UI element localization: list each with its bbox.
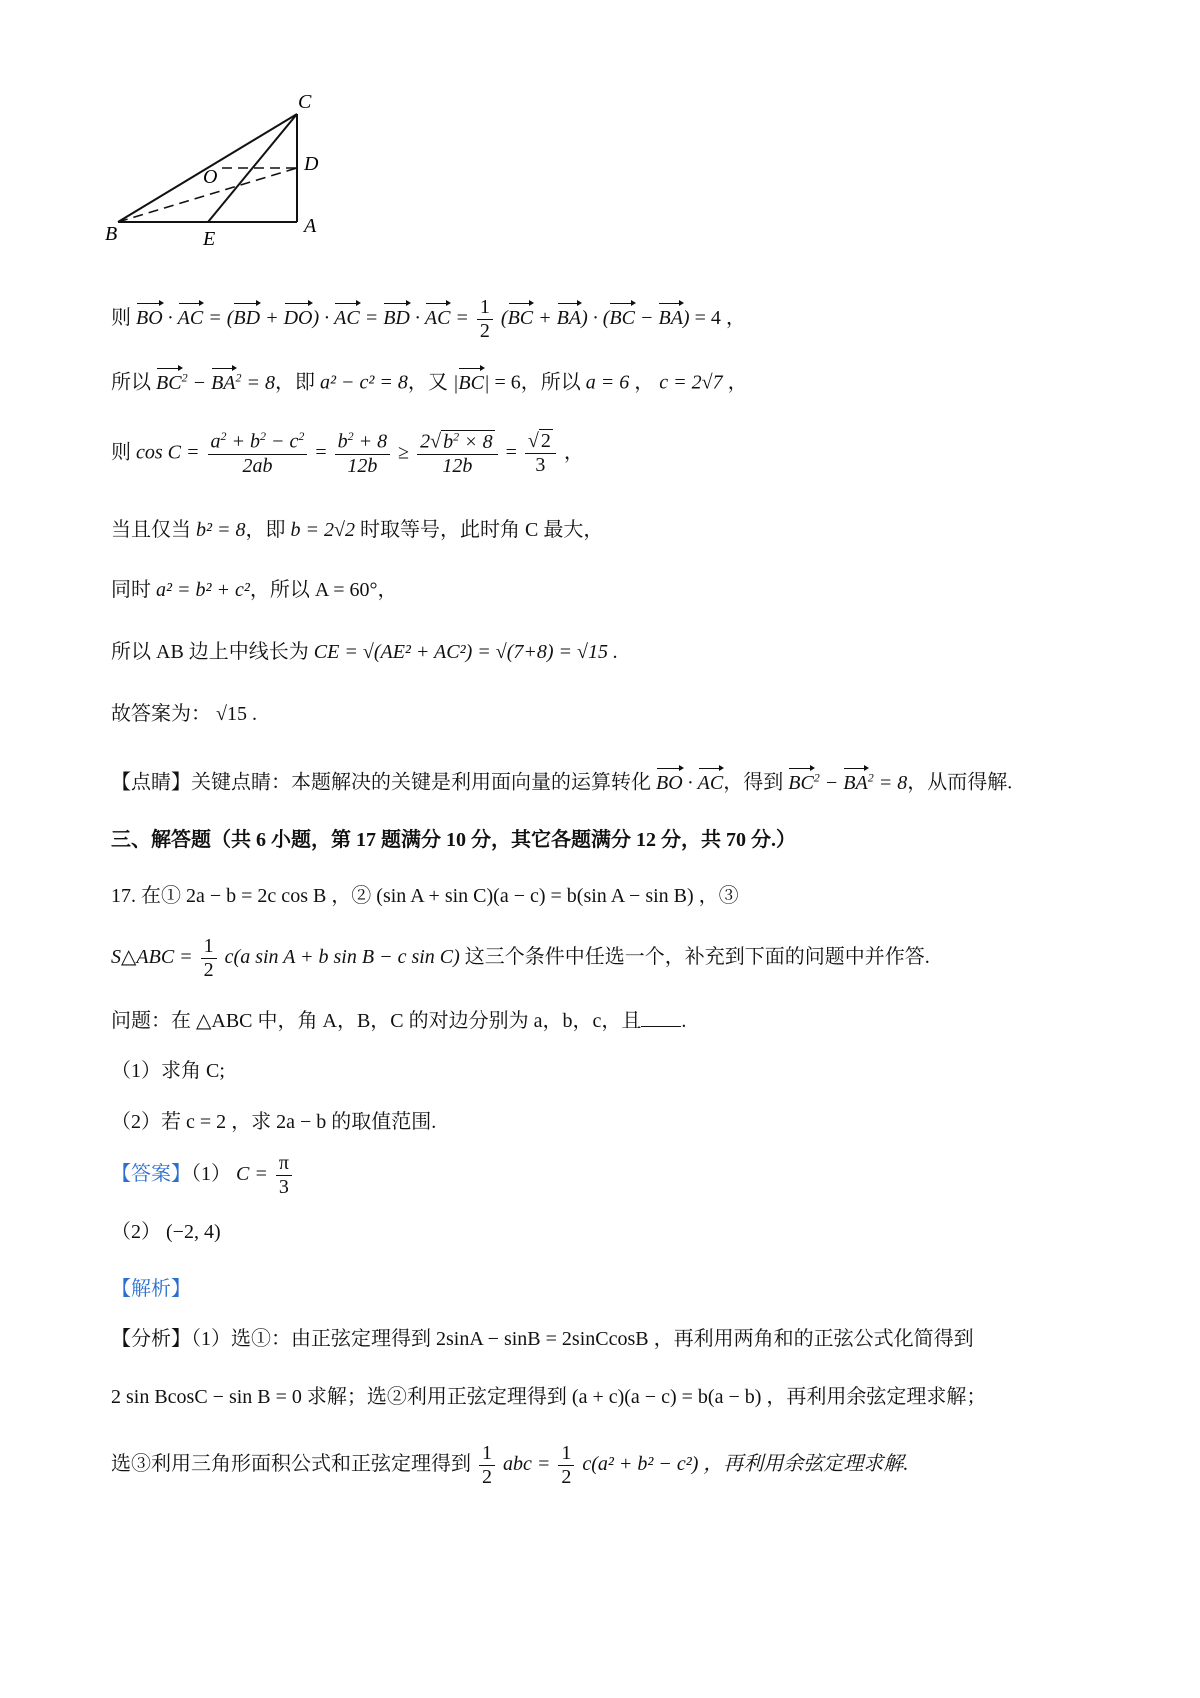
text-l5-rest: ，所以 A = 60°，: [249, 579, 398, 601]
label-d: D: [304, 153, 319, 175]
label-o: O: [203, 166, 218, 188]
label-a: A: [304, 215, 317, 237]
text-you: ，又: [407, 371, 448, 394]
text-eq-6: = 6: [494, 371, 521, 394]
dianjing-mid: ，得到: [723, 771, 784, 794]
text-ji: ，即: [275, 371, 315, 394]
solution-line-2: 所以 $BC^2 - BA^2 = 8$，即 a² − c² = 8，又 |BC| = 6，所以 a = 6 ， c = 2√7 ，: [111, 370, 748, 394]
dianjing-tag: 【点睛】: [111, 771, 191, 794]
fenxi-line-3: 选③利用三角形面积公式和正弦定理得到 $\frac{1}{2}$ abc = $\frac{1}{2}$ c(a² + b² − c²) ，再利用余弦定理求解.: [111, 1442, 909, 1488]
triangle-figure: [100, 90, 360, 260]
answer-tag: 【答案】: [111, 1163, 191, 1186]
fenxi-text-1: （1）选①：由正弦定理得到 2sinA − sinB = 2sinCcosB ，再利用两角和的正弦公式化简得到: [191, 1328, 974, 1350]
text-tongshi: 同时: [111, 579, 151, 601]
dianjing-line: 【点睛】关键点睛：本题解决的关键是利用面向量的运算转化 BO · AC，得到 $BC^2 - BA^2 = 8$，从而得解.: [111, 770, 1013, 794]
segment-ce: [208, 114, 297, 222]
q17-problem-end: .: [681, 1010, 687, 1032]
eq-a: a = 6: [585, 371, 630, 394]
text-answer-is: 故答案为：: [111, 703, 211, 725]
fenxi-tag: 【分析】: [111, 1328, 191, 1350]
q17-condition-3: c(a sin A + b sin B − c sin C): [224, 946, 460, 969]
solution-line-6: [111, 640, 618, 664]
dianjing-tail: ，从而得解.: [907, 771, 1013, 794]
q17-s-abc: S△ABC =: [111, 946, 193, 969]
solution-line-5: [111, 578, 397, 602]
solution-line-7: [111, 702, 257, 726]
solution-line-3: 则 cos C = $\frac{a^2 + b^2 - c^2}{2ab}$ = $\frac{b^2 + 8}{12b}$ ≥ $\frac{2√ b^2 \times 8}{12b}$ = $\frac{√ 2}{3}$ ，: [111, 429, 584, 477]
eq-c: c = 2√7: [659, 371, 723, 394]
solution-line-1: 则 BO · AC = (BD + DO) · AC = BD · AC = $\frac{1}{2}$ (BC + BA) · (BC − BA) = 4 ，: [111, 296, 746, 342]
section-heading: 三、解答题（共 6 小题，第 17 题满分 10 分，其它各题满分 12 分，共 70 分.）: [111, 829, 796, 851]
answer-line-2: （2） (−2, 4): [111, 1221, 221, 1243]
eq-b: b = 2√2: [290, 519, 355, 541]
answer-blank: [641, 1008, 681, 1027]
q17-problem: [111, 1008, 686, 1033]
text-suoyi: 所以: [111, 371, 151, 394]
fenxi-l3-tail: c(a² + b² − c²) ，再利用余弦定理求解.: [582, 1453, 909, 1476]
eq-ce: CE = √(AE² + AC²) = √(7+8) = √15 .: [313, 641, 619, 663]
label-b: B: [105, 223, 118, 245]
text-suoyi-2: ，所以: [520, 371, 581, 394]
text-ze: 则: [111, 307, 131, 330]
eq-a2-c2: a² − c² = 8: [320, 371, 408, 394]
text-eq-4: = 4 ，: [694, 307, 746, 330]
q17-instruction: 这三个条件中任选一个，补充到下面的问题中并作答.: [464, 946, 930, 969]
text-dangqie: 当且仅当: [111, 519, 191, 541]
text-l4-rest: 时取等号，此时角 C 最大，: [359, 519, 604, 541]
answer-c: C =: [236, 1163, 268, 1186]
q17-line-1: 17. 在① 2a − b = 2c cos B ，② (sin A + sin C)(a − c) = b(sin A − sin B) ，③: [111, 885, 739, 907]
q17-line-2: S△ABC = $\frac{1}{2}$ c(a sin A + b sin B − c sin C) 这三个条件中任选一个，补充到下面的问题中并作答.: [111, 935, 930, 981]
q17-problem-text: 问题：在 △ABC 中，角 A，B，C 的对边分别为 a，b，c，且: [111, 1010, 642, 1032]
text-ze-2: 则: [111, 441, 131, 464]
eq-pythag: a² = b² + c²: [156, 579, 250, 601]
dianjing-text: 关键点睛：本题解决的关键是利用面向量的运算转化: [191, 771, 651, 794]
answer-line-1: 【答案】（1） C = $\frac{\pi}{3}$: [111, 1152, 295, 1199]
fenxi-l3-prefix: 选③利用三角形面积公式和正弦定理得到: [111, 1453, 471, 1476]
text-l6-prefix: 所以 AB 边上中线长为: [111, 641, 309, 663]
fenxi-line-2: 2 sin BcosC − sin B = 0 求解；选②利用正弦定理得到 (a + c)(a − c) = b(a − b) ，再利用余弦定理求解；: [111, 1386, 987, 1408]
eq-answer: √15 .: [216, 703, 257, 725]
fenxi-abc: abc =: [503, 1453, 551, 1476]
text-ji-2: ，即: [245, 519, 286, 541]
eq-b2: b² = 8: [196, 519, 246, 541]
q17-part-1: （1）求角 C;: [111, 1060, 225, 1082]
answer-part-1: （1）: [191, 1163, 231, 1186]
label-e: E: [203, 228, 216, 250]
jiexi-tag: 【解析】: [111, 1278, 191, 1300]
q17-part-2: （2）若 c = 2 ，求 2a − b 的取值范围.: [111, 1111, 437, 1133]
solution-line-4: [111, 518, 603, 542]
label-c: C: [298, 91, 312, 113]
fraction-half: $\frac{1}{2}$: [477, 296, 493, 343]
fenxi-line-1: [111, 1327, 974, 1351]
